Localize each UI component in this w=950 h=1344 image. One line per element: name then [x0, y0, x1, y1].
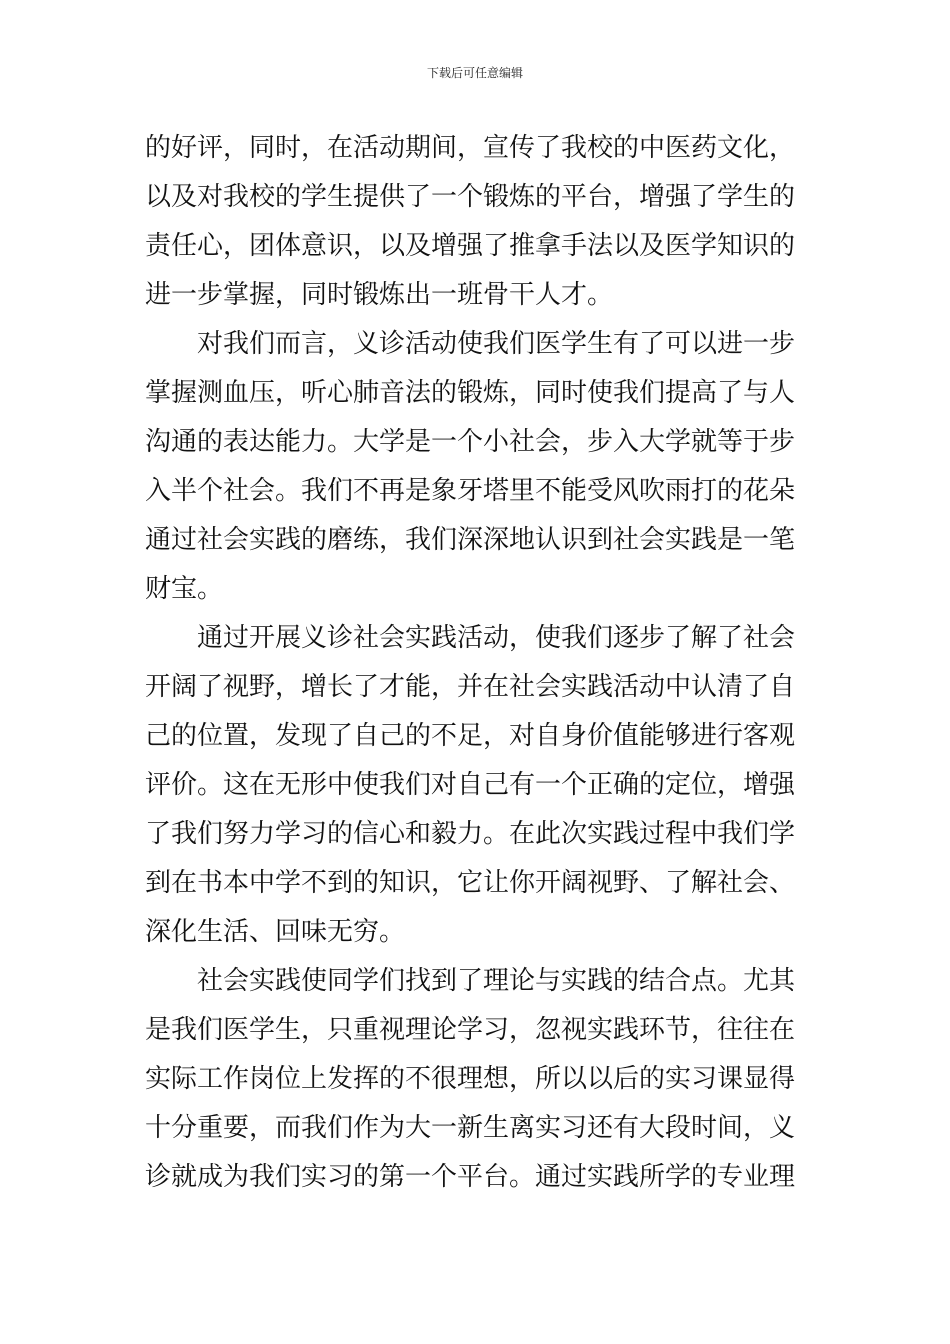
text-line: 通过开展义诊社会实践活动，使我们逐步了解了社会: [145, 623, 796, 653]
text-line: 财宝。: [145, 574, 224, 604]
text-line: 了我们努力学习的信心和毅力。在此次实践过程中我们学: [145, 819, 796, 849]
text-line: 十分重要，而我们作为大一新生离实习还有大段时间，义: [145, 1113, 796, 1143]
text-line: 开阔了视野，增长了才能，并在社会实践活动中认清了自: [145, 672, 796, 702]
document-body: [145, 124, 810, 1202]
text-line: 实际工作岗位上发挥的不很理想，所以以后的实习课显得: [145, 1064, 796, 1094]
text-line: 是我们医学生，只重视理论学习，忽视实践环节，往往在: [145, 1015, 796, 1045]
text-line: 以及对我校的学生提供了一个锻炼的平台，增强了学生的: [145, 182, 796, 212]
text-line: 进一步掌握，同时锻炼出一班骨干人才。: [145, 280, 614, 310]
page-header: 下载后可任意编辑: [426, 66, 523, 80]
text-line: 责任心，团体意识，以及增强了推拿手法以及医学知识的: [145, 231, 796, 261]
text-line: 评价。这在无形中使我们对自己有一个正确的定位，增强: [145, 770, 796, 800]
text-line: 沟通的表达能力。大学是一个小社会，步入大学就等于步: [145, 427, 796, 457]
text-line: 到在书本中学不到的知识，它让你开阔视野、了解社会、: [145, 868, 796, 898]
text-line: 通过社会实践的磨练，我们深深地认识到社会实践是一笔: [145, 525, 796, 555]
text-line: 掌握测血压，听心肺音法的锻炼，同时使我们提高了与人: [145, 378, 796, 408]
text-line: 己的位置，发现了自己的不足，对自身价值能够进行客观: [145, 721, 796, 751]
text-line: 入半个社会。我们不再是象牙塔里不能受风吹雨打的花朵: [145, 476, 796, 506]
text-line: 诊就成为我们实习的第一个平台。通过实践所学的专业理: [145, 1162, 796, 1192]
text-line: 对我们而言，义诊活动使我们医学生有了可以进一步: [145, 329, 796, 359]
text-line: 的好评，同时，在活动期间，宣传了我校的中医药文化，: [145, 133, 796, 163]
text-line: 深化生活、回味无穷。: [145, 917, 406, 947]
text-line: 社会实践使同学们找到了理论与实践的结合点。尤其: [145, 966, 796, 996]
